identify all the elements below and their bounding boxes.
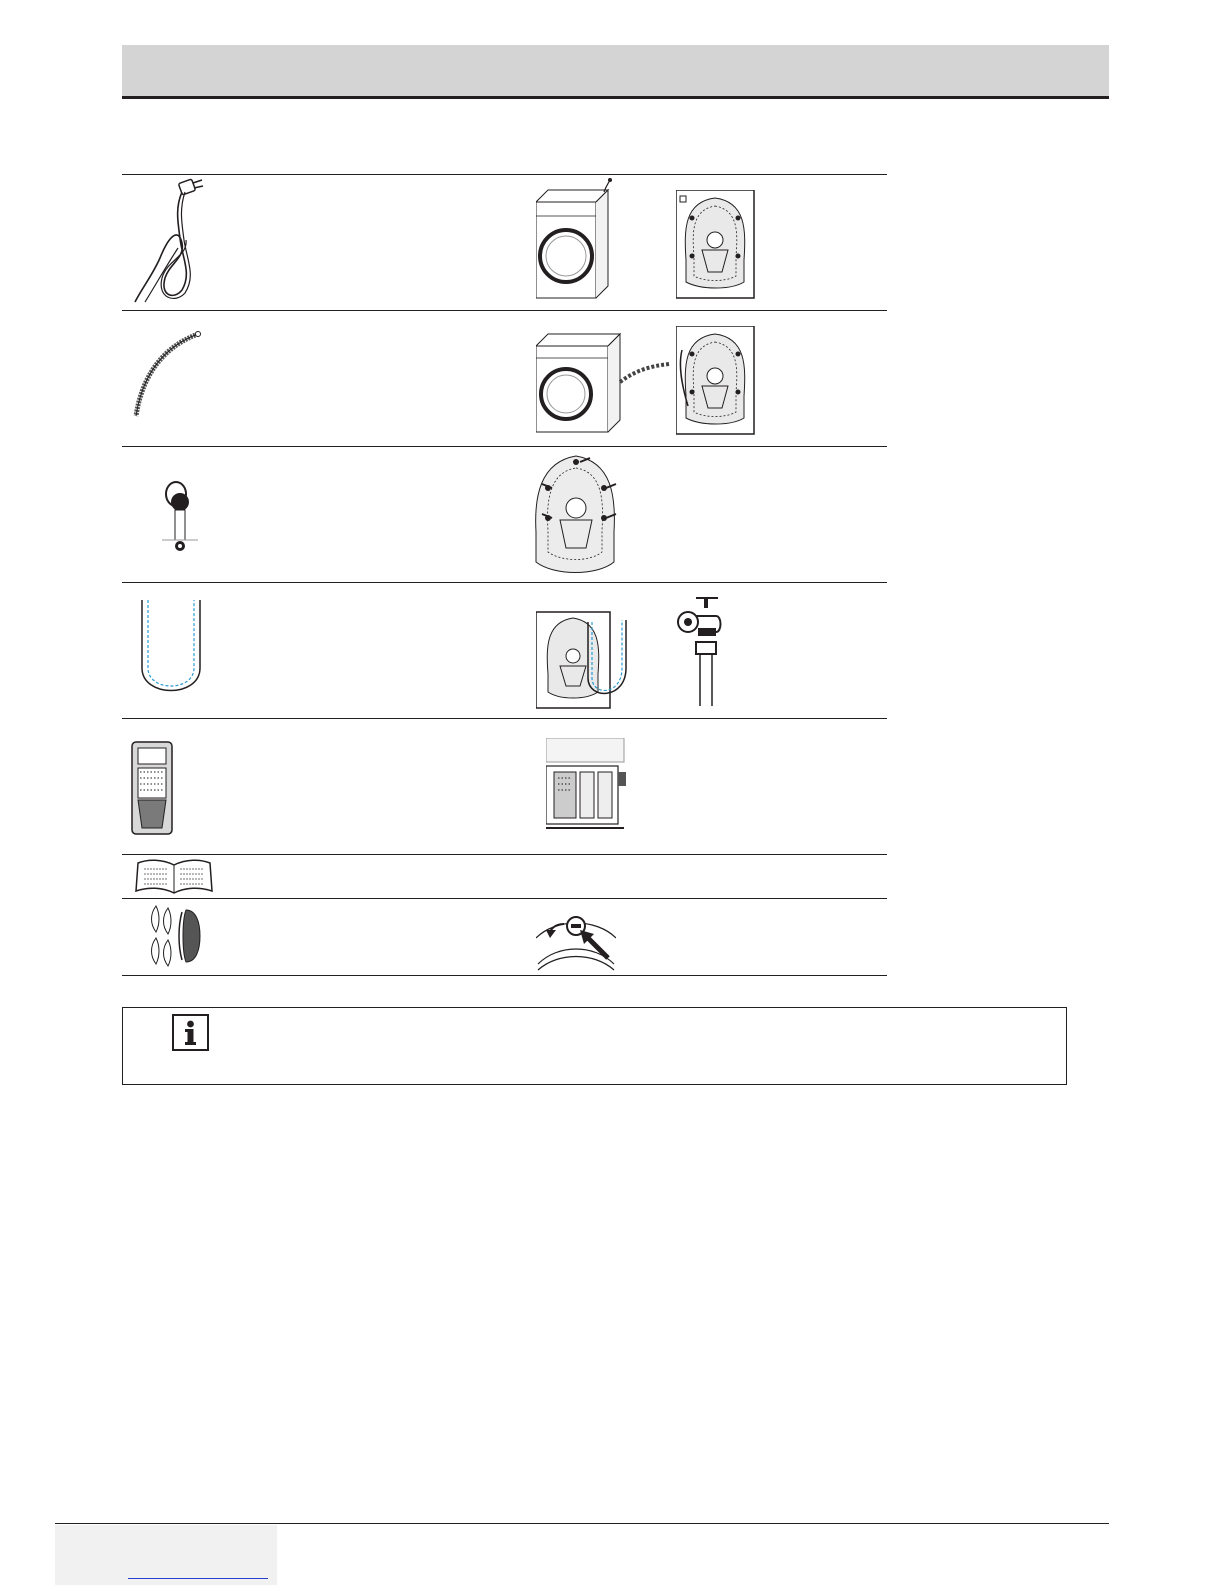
machine-hose-connection-icon — [536, 322, 676, 434]
detergent-container-icon — [130, 740, 176, 836]
detergent-drawer-icon — [546, 738, 626, 838]
table-rule — [122, 975, 887, 976]
table-rule — [122, 854, 887, 855]
machine-rear-panel-icon — [676, 326, 756, 438]
rear-panel-bolts-icon — [532, 452, 624, 580]
footer-page-tab — [55, 1525, 277, 1585]
info-icon — [172, 1014, 209, 1051]
table-rule — [122, 174, 887, 175]
table-rule — [122, 310, 887, 311]
footer-link[interactable] — [128, 1578, 268, 1579]
section-header-bar — [122, 45, 1109, 99]
table-rule — [122, 582, 887, 583]
drain-hose-icon — [136, 598, 211, 704]
info-note — [122, 1007, 1067, 1085]
table-rule — [122, 446, 887, 447]
open-book-icon — [134, 859, 214, 895]
machine-front-cable-icon — [536, 178, 620, 300]
plastic-caps-icon — [148, 902, 202, 972]
footer-divider — [55, 1523, 1109, 1524]
table-rule — [122, 898, 887, 899]
inlet-hose-icon — [128, 330, 203, 420]
water-tap-icon — [672, 592, 732, 708]
cap-insertion-icon — [536, 904, 616, 972]
machine-rear-drain-icon — [536, 608, 632, 712]
table-rule — [122, 718, 887, 719]
transport-bolt-icon — [158, 480, 203, 560]
power-cable-icon — [130, 178, 220, 306]
machine-rear-panel-icon — [676, 190, 756, 302]
